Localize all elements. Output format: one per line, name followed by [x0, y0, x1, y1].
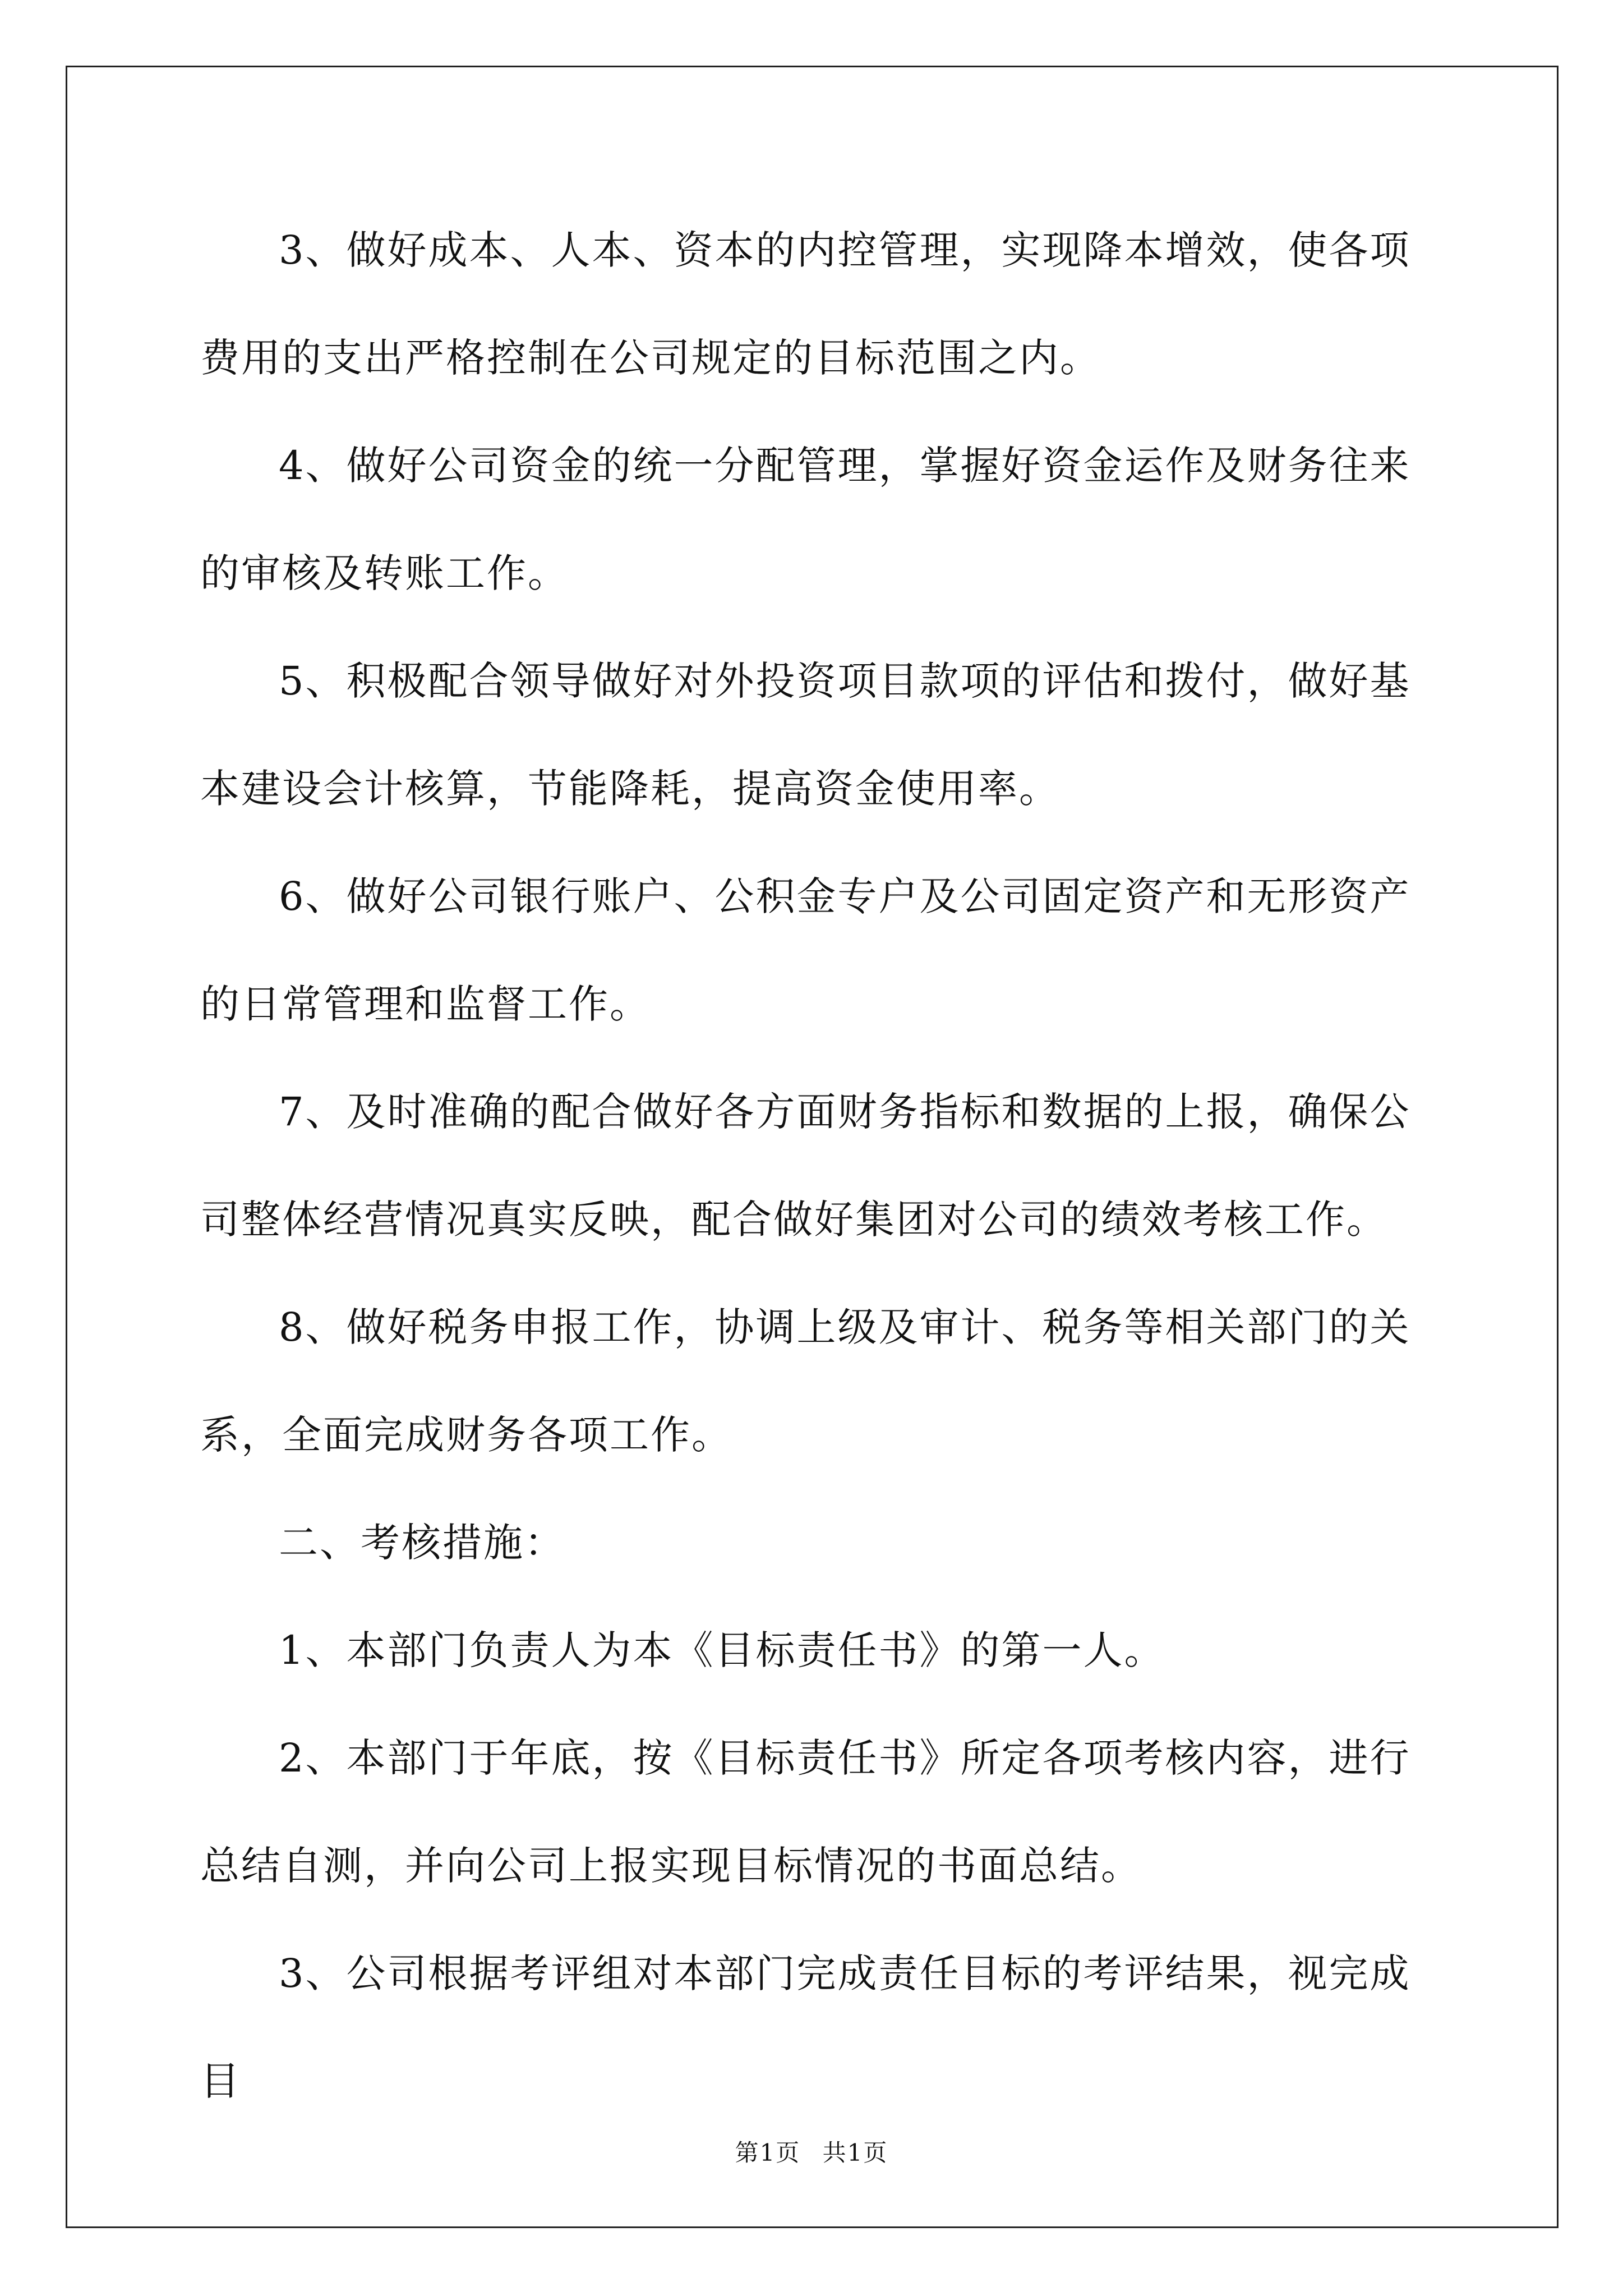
section-heading: 二、考核措施：: [279, 1520, 565, 1566]
paragraph: 4、做好公司资金的统一分配管理，掌握好资金运作及财务往来的审核及转账工作。: [200, 443, 1411, 596]
page-total: 共1页: [822, 2139, 888, 2166]
paragraph: 3、做好成本、人本、资本的内控管理，实现降本增效，使各项费用的支出严格控制在公司规定的目标范围之内。: [200, 227, 1411, 381]
paragraph: 3、公司根据考评组对本部门完成责任目标的考评结果，视完成目: [200, 1950, 1411, 2104]
paragraph: 2、本部门于年底，按《目标责任书》所定各项考核内容，进行总结自测，并向公司上报实现目标情况的书面总结。: [200, 1735, 1411, 1889]
paragraph: 7、及时准确的配合做好各方面财务指标和数据的上报，确保公司整体经营情况真实反映，配合做好集团对公司的绩效考核工作。: [200, 1089, 1411, 1243]
page-footer: [0, 2139, 1623, 2167]
paragraph: 6、做好公司银行账户、公积金专户及公司固定资产和无形资产的日常管理和监督工作。: [200, 873, 1411, 1027]
page-number: 第1页: [735, 2139, 801, 2166]
document-body: [200, 196, 1434, 2135]
paragraph: 8、做好税务申报工作，协调上级及审计、税务等相关部门的关系，全面完成财务各项工作。: [200, 1304, 1411, 1458]
paragraph: 5、积极配合领导做好对外投资项目款项的评估和拨付，做好基本建设会计核算，节能降耗，提高资金使用率。: [200, 658, 1411, 812]
paragraph: 1、本部门负责人为本《目标责任书》的第一人。: [279, 1627, 1165, 1673]
